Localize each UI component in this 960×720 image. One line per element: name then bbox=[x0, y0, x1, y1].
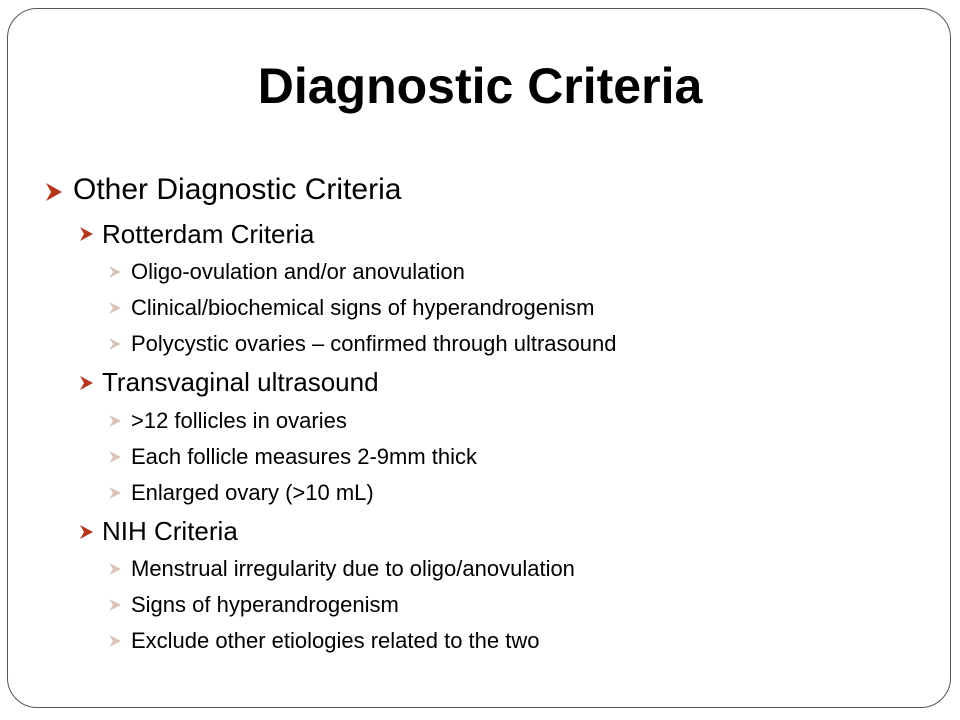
list-item-label: Exclude other etiologies related to the two bbox=[131, 628, 540, 653]
list-item-label: Each follicle measures 2-9mm thick bbox=[131, 444, 478, 469]
list-item-label: Menstrual irregularity due to oligo/anovulation bbox=[131, 556, 575, 581]
section-heading-label: Transvaginal ultrasound bbox=[102, 367, 379, 397]
list-item-label: Clinical/biochemical signs of hyperandrogenism bbox=[131, 295, 595, 320]
arrowhead-bullet-icon bbox=[109, 338, 121, 350]
arrowhead-bullet-icon bbox=[109, 266, 121, 278]
arrowhead-bullet-icon bbox=[109, 563, 121, 575]
list-item-label: Oligo-ovulation and/or anovulation bbox=[131, 259, 465, 284]
slide-title: Diagnostic Criteria bbox=[257, 58, 703, 114]
main-bullet-label: Other Diagnostic Criteria bbox=[73, 173, 402, 206]
arrowhead-bullet-icon bbox=[80, 376, 93, 390]
arrowhead-bullet-icon bbox=[80, 227, 93, 241]
list-item-label: >12 follicles in ovaries bbox=[131, 408, 347, 433]
arrowhead-bullet-icon bbox=[80, 525, 93, 539]
section-heading-label: NIH Criteria bbox=[102, 516, 238, 546]
section-heading-label: Rotterdam Criteria bbox=[102, 219, 315, 249]
arrowhead-bullet-icon bbox=[109, 635, 121, 647]
arrowhead-bullet-icon bbox=[109, 302, 121, 314]
arrowhead-bullet-icon bbox=[109, 451, 121, 463]
arrowhead-bullet-icon bbox=[109, 599, 121, 611]
list-item-label: Signs of hyperandrogenism bbox=[131, 592, 399, 617]
arrowhead-bullet-icon bbox=[46, 183, 62, 201]
list-item-label: Polycystic ovaries – confirmed through ultrasound bbox=[131, 331, 617, 356]
arrowhead-bullet-icon bbox=[109, 415, 121, 427]
arrowhead-bullet-icon bbox=[109, 487, 121, 499]
list-item-label: Enlarged ovary (>10 mL) bbox=[131, 480, 374, 505]
